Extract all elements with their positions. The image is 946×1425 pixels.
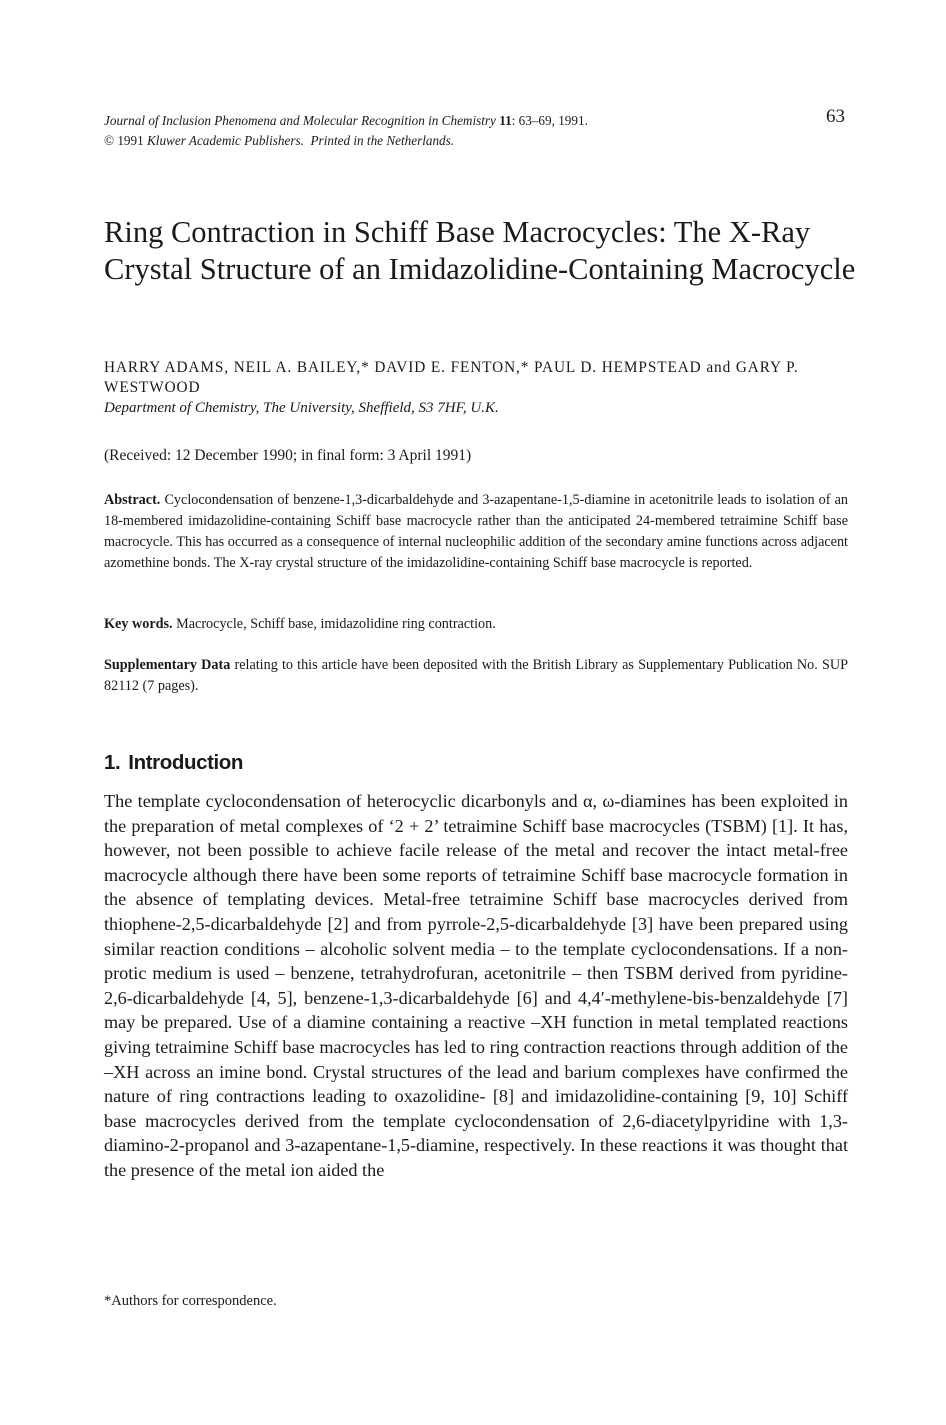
article-title: Ring Contraction in Schiff Base Macrocycles: The X-Ray Crystal Structure of an Imidazolidine-Containing Macrocycle	[104, 215, 856, 286]
section-heading	[104, 750, 243, 776]
abstract-label: Abstract.	[104, 492, 161, 508]
keywords-text: Macrocycle, Schiff base, imidazolidine ring contraction.	[172, 616, 496, 632]
page-number: 63	[826, 106, 845, 127]
journal-pages-year: : 63–69, 1991.	[511, 113, 588, 128]
received-dates: (Received: 12 December 1990; in final form: 3 April 1991)	[104, 447, 472, 464]
section-number: 1.	[104, 751, 121, 774]
supplementary-data	[104, 655, 848, 697]
section-title: Introduction	[128, 751, 244, 774]
journal-volume: 11	[499, 113, 512, 128]
affiliation: Department of Chemistry, The University, Sheffield, S3 7HF, U.K.	[104, 400, 499, 416]
journal-citation	[104, 111, 744, 151]
copyright-symbol: ©	[104, 133, 115, 148]
publisher-name: Kluwer Academic Publishers.	[147, 133, 304, 148]
introduction-paragraph: The template cyclocondensation of heterocyclic dicarbonyls and α, ω-diamines has been exploited in the preparation of metal complexes of ‘2 + 2’ tetraimine Schiff base macrocycles (TSBM) [1]. It has, however, not been possible to achieve facile release of the metal and recover the intact metal-free macrocycle although there have been some reports of tetraimine Schiff base macrocycle formation in the absence of templating devices. Metal-free tetraimine Schiff base macrocycles derived from thiophene-2,5-dicarbaldehyde [2] and from pyrrole-2,5-dicarbaldehyde [3] have been prepared using similar reaction conditions – alcoholic solvent media – to the template cyclocondensations. If a non-protic medium is used – benzene, tetrahydrofuran, acetonitrile – then TSBM derived from pyridine-2,6-dicarbaldehyde [4, 5], benzene-1,3-dicarbaldehyde [6] and 4,4′-methylene-bis-benzaldehyde [7] may be prepared. Use of a diamine containing a reactive –XH function in metal templated reactions giving tetraimine Schiff base macrocycles has led to ring contraction reactions through addition of the –XH across an imine bond. Crystal structures of the lead and barium complexes have confirmed the nature of ring contractions leading to oxazolidine- [8] and imidazolidine-containing [9, 10] Schiff base macrocycles derived from the template cyclocondensation of 2,6-diacetylpyridine with 1,3-diamino-2-propanol and 3-azapentane-1,5-diamine, respectively. In these reactions it was thought that the presence of the metal ion aided the	[104, 791, 848, 1180]
author-list: HARRY ADAMS, NEIL A. BAILEY,* DAVID E. FENTON,* PAUL D. HEMPSTEAD and GARY P. WESTWOOD	[104, 359, 799, 396]
supplementary-label: Supplementary Data	[104, 657, 231, 673]
keywords-label: Key words.	[104, 616, 173, 632]
supplementary-text: relating to this article have been deposited with the British Library as Supplementary Publication No. SUP 82112 (7 pages).	[104, 657, 848, 694]
copyright-year: 1991	[114, 133, 147, 148]
abstract	[104, 490, 848, 574]
footnote: *Authors for correspondence.	[104, 1293, 277, 1309]
journal-name: Journal of Inclusion Phenomena and Molecular Recognition in Chemistry	[104, 113, 496, 128]
printed-location: Printed in the Netherlands.	[310, 133, 455, 148]
keywords	[104, 614, 848, 635]
abstract-text: Cyclocondensation of benzene-1,3-dicarbaldehyde and 3-azapentane-1,5-diamine in acetonitrile leads to isolation of an 18-membered imidazolidine-containing Schiff base macrocycle rather than the anticipated 24-membered tetraimine Schiff base macrocycle. This has occurred as a consequence of internal nucleophilic addition of the secondary amine functions across adjacent azomethine bonds. The X-ray crystal structure of the imidazolidine-containing Schiff base macrocycle is reported.	[104, 492, 848, 571]
